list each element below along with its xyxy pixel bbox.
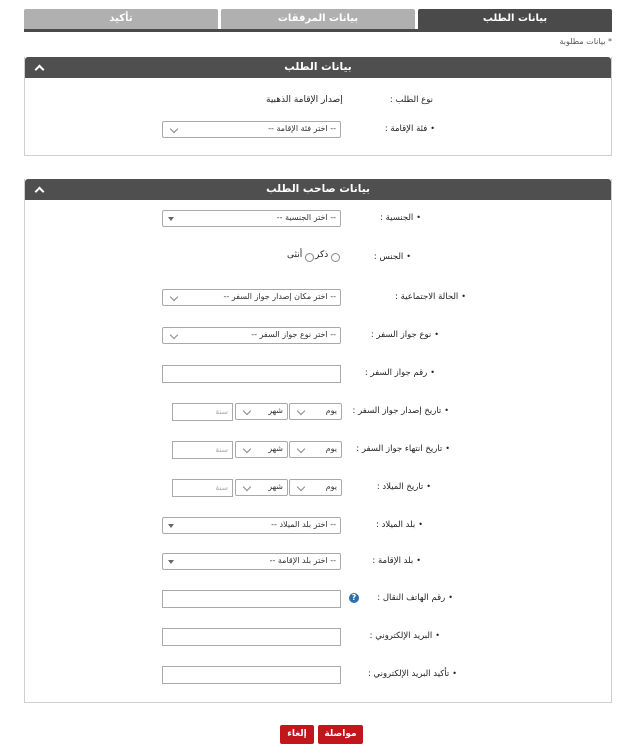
dropdown-arrow-icon xyxy=(168,560,174,564)
tab-request-data[interactable]: بيانات الطلب xyxy=(418,9,612,29)
panel-title: بيانات صاحب الطلب xyxy=(266,183,370,195)
wizard-tabs xyxy=(24,9,612,29)
marital-status-label: الحالة الاجتماعية : xyxy=(395,292,459,302)
mobile-number-row: •رقم الهاتف النقال : ? xyxy=(25,590,611,610)
birth-country-label: بلد الميلاد : xyxy=(376,520,416,530)
passport-type-label: نوع جواز السفر : xyxy=(370,330,432,340)
help-icon[interactable]: ? xyxy=(349,593,359,603)
gender-male-label: ذكر xyxy=(315,250,329,260)
residence-country-select[interactable]: -- اختر بلد الإقامة -- xyxy=(162,553,341,570)
nationality-select[interactable]: -- اختر الجنسية -- xyxy=(162,210,341,227)
passport-number-row: •رقم جواز السفر : xyxy=(25,365,611,385)
passport-number-label: رقم جواز السفر : xyxy=(364,368,428,378)
request-type-label: نوع الطلب : xyxy=(389,95,433,105)
issue-year-input[interactable]: سنة xyxy=(172,403,233,421)
gender-label: الجنس : xyxy=(373,252,404,262)
cancel-button[interactable]: إلغاء xyxy=(280,725,314,744)
marital-status-row: •الحالة الاجتماعية : -- اختر مكان إصدار جواز السفر -- xyxy=(25,289,611,309)
passport-expiry-date-label: تاريخ انتهاء جواز السفر : xyxy=(356,444,443,454)
expiry-month-select[interactable]: شهر xyxy=(235,441,288,458)
expiry-year-input[interactable]: سنة xyxy=(172,441,233,459)
email-input[interactable] xyxy=(162,628,341,646)
panel-title: بيانات الطلب xyxy=(284,61,352,73)
mobile-number-input[interactable] xyxy=(162,590,341,608)
residence-country-label: بلد الإقامة : xyxy=(372,556,414,566)
chevron-down-icon xyxy=(170,331,178,339)
request-type-value: إصدار الإقامة الذهبية xyxy=(266,95,343,105)
dropdown-arrow-icon xyxy=(168,217,174,221)
email-confirm-row: •تأكيد البريد الإلكتروني : xyxy=(25,666,611,686)
passport-issue-date-row: •تاريخ إصدار جواز السفر : يوم شهر سنة xyxy=(25,403,611,423)
collapse-chevron-up-icon[interactable] xyxy=(35,63,44,72)
tabs-underline xyxy=(24,29,612,32)
birth-year-input[interactable]: سنة xyxy=(172,479,233,497)
residence-category-row: •فئة الإقامة : -- اختر فئة الإقامة -- xyxy=(25,121,611,141)
dropdown-arrow-icon xyxy=(168,524,174,528)
applicant-data-panel xyxy=(24,179,612,703)
birth-day-select[interactable]: يوم xyxy=(289,479,342,496)
mobile-number-label: رقم الهاتف النقال : xyxy=(377,593,446,603)
passport-type-select[interactable]: -- اختر نوع جواز السفر -- xyxy=(162,327,341,344)
tab-attachments[interactable]: بيانات المرفقات xyxy=(221,9,415,29)
passport-number-input[interactable] xyxy=(162,365,341,383)
passport-type-row: •نوع جواز السفر : -- اختر نوع جواز السفر -- xyxy=(25,327,611,347)
residence-category-select[interactable]: -- اختر فئة الإقامة -- xyxy=(162,121,341,138)
chevron-down-icon xyxy=(170,125,178,133)
collapse-chevron-up-icon[interactable] xyxy=(35,185,44,194)
residence-category-label: فئة الإقامة : xyxy=(384,124,428,134)
gender-female-radio[interactable] xyxy=(305,253,314,262)
email-confirm-input[interactable] xyxy=(162,666,341,684)
birth-month-select[interactable]: شهر xyxy=(235,479,288,496)
gender-female-label: أنثى xyxy=(287,250,303,260)
birth-country-row: •بلد الميلاد : -- اختر بلد الميلاد -- xyxy=(25,517,611,537)
request-type-row xyxy=(25,92,611,112)
gender-row: •الجنس : ذكر أنثى xyxy=(287,250,411,262)
nationality-label: الجنسية : xyxy=(380,213,414,223)
email-label: البريد الإلكتروني : xyxy=(369,631,433,641)
issue-month-select[interactable]: شهر xyxy=(235,403,288,420)
birth-date-row: •تاريخ الميلاد : يوم شهر سنة xyxy=(25,479,611,499)
panel-header xyxy=(25,179,611,200)
residence-country-row: •بلد الإقامة : -- اختر بلد الإقامة -- xyxy=(25,553,611,573)
birth-country-select[interactable]: -- اختر بلد الميلاد -- xyxy=(162,517,341,534)
required-note: * بيانات مطلوبة xyxy=(559,37,612,46)
issue-day-select[interactable]: يوم xyxy=(289,403,342,420)
panel-header xyxy=(25,57,611,78)
chevron-down-icon xyxy=(243,483,251,491)
passport-issue-date-label: تاريخ إصدار جواز السفر : xyxy=(352,406,442,416)
tab-confirm[interactable]: تأكيد xyxy=(24,9,218,29)
birth-date-label: تاريخ الميلاد : xyxy=(376,482,424,492)
email-row: •البريد الإلكتروني : xyxy=(25,628,611,648)
expiry-day-select[interactable]: يوم xyxy=(289,441,342,458)
marital-status-select[interactable]: -- اختر مكان إصدار جواز السفر -- xyxy=(162,289,341,306)
chevron-down-icon xyxy=(243,407,251,415)
gender-male-radio[interactable] xyxy=(331,253,340,262)
request-data-panel xyxy=(24,57,612,156)
continue-button[interactable]: مواصلة xyxy=(318,725,363,744)
chevron-down-icon xyxy=(170,293,178,301)
nationality-row: •الجنسية : -- اختر الجنسية -- xyxy=(25,210,611,230)
chevron-down-icon xyxy=(297,407,305,415)
passport-expiry-date-row: •تاريخ انتهاء جواز السفر : يوم شهر سنة xyxy=(25,441,611,461)
chevron-down-icon xyxy=(297,483,305,491)
chevron-down-icon xyxy=(243,445,251,453)
chevron-down-icon xyxy=(297,445,305,453)
email-confirm-label: تأكيد البريد الإلكتروني : xyxy=(367,669,450,679)
